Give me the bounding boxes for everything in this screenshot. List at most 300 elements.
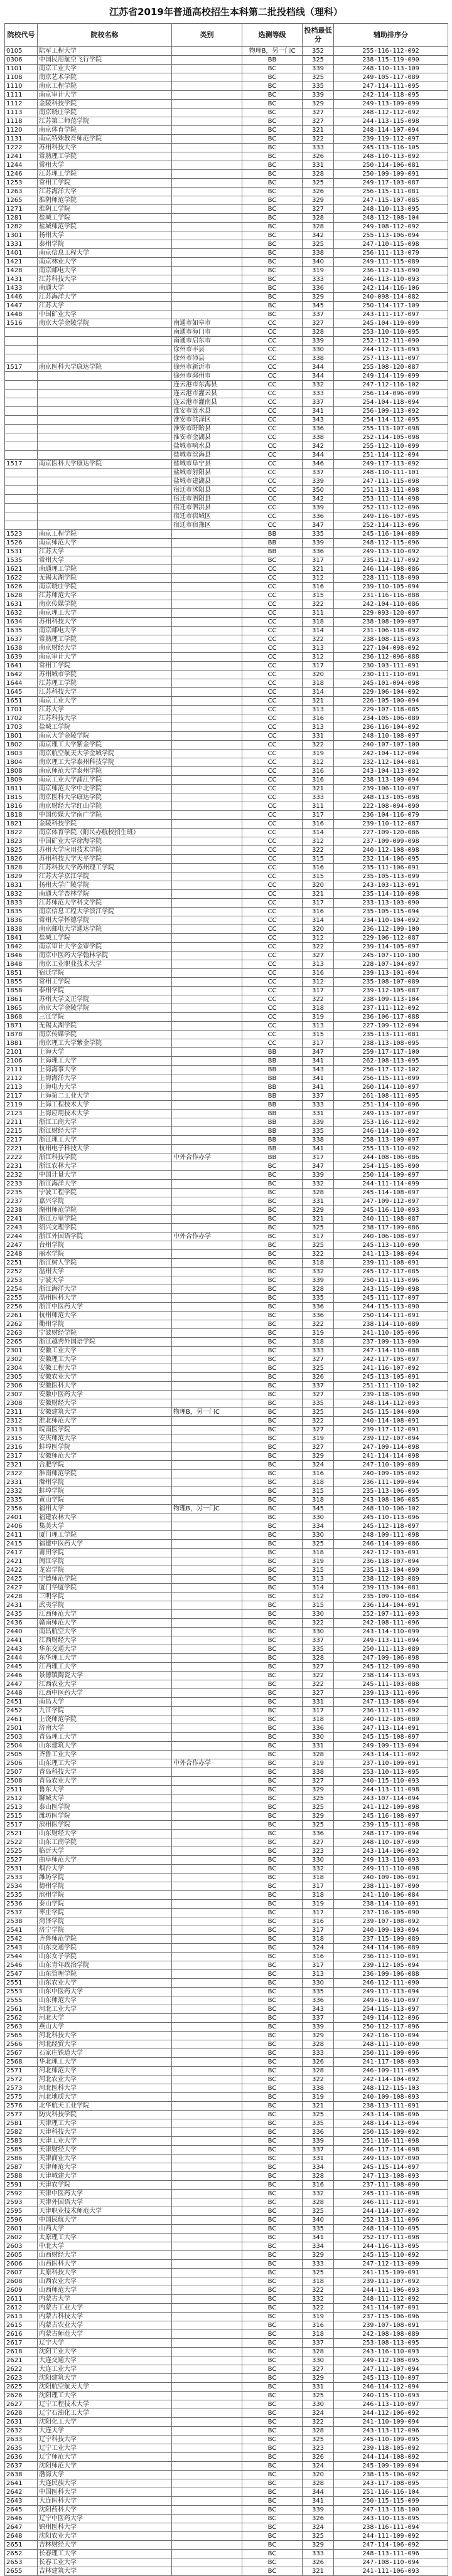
subject-grade: CC: [242, 363, 303, 372]
school-name: 华东交通大学: [38, 1645, 172, 1654]
rank-score: 235-111-106-091: [334, 864, 448, 872]
school-name: [38, 346, 172, 354]
subject-grade: BC: [242, 1680, 303, 1689]
table-row: [5, 1110, 448, 1118]
min-score: 313: [303, 644, 334, 653]
table-row: [5, 1584, 448, 1593]
table-row: [5, 1153, 448, 1162]
min-score: 322: [303, 995, 334, 1004]
rank-score: 247-110-109-089: [334, 1461, 448, 1470]
rank-score: 251-113-111-098: [334, 486, 448, 495]
table-row: [5, 556, 448, 565]
school-name: 常州大学: [38, 556, 172, 565]
min-score: 332: [303, 1865, 334, 1874]
category: [172, 1496, 242, 1505]
subject-grade: BC: [242, 2313, 303, 2321]
category: [172, 1645, 242, 1654]
rank-score: 238-113-111-091: [334, 2102, 448, 2111]
school-name: [38, 407, 172, 416]
rank-score: 250-115-109-092: [334, 2128, 448, 2137]
school-name: 辽宁石油化工大学: [38, 2409, 172, 2418]
subject-grade: CC: [242, 477, 303, 486]
subject-grade: BC: [242, 2558, 303, 2567]
school-code: 2435: [5, 1610, 38, 1619]
category: [172, 1048, 242, 1057]
school-code: 2447: [5, 1680, 38, 1689]
category: [172, 688, 242, 697]
subject-grade: BC: [242, 1522, 303, 1531]
school-name: 江苏大学: [38, 548, 172, 556]
school-name: 吉林建筑大学: [38, 2567, 172, 2576]
school-code: [5, 433, 38, 442]
school-code: 1858: [5, 987, 38, 995]
school-name: 淮北师范大学: [38, 1417, 172, 1426]
category: [172, 2119, 242, 2128]
category: [172, 2471, 242, 2479]
table-row: [5, 679, 448, 688]
school-name: 浙江中医药大学: [38, 1303, 172, 1312]
subject-grade: CC: [242, 328, 303, 337]
table-row: [5, 196, 448, 205]
school-code: 2106: [5, 1057, 38, 1066]
min-score: 339: [303, 1171, 334, 1180]
school-name: 大连医科大学: [38, 2497, 172, 2506]
school-code: 2452: [5, 1707, 38, 1715]
rank-score: 245-114-108-097: [334, 1189, 448, 1197]
school-name: 锦州医科大学: [38, 2523, 172, 2532]
school-name: 中国民航大学: [38, 2216, 172, 2225]
school-code: 2444: [5, 1654, 38, 1663]
school-code: 1516: [5, 319, 38, 328]
min-score: 313: [303, 706, 334, 714]
table-row: [5, 1092, 448, 1101]
rank-score: 240-109-106-091: [334, 1874, 448, 1882]
subject-grade: CC: [242, 398, 303, 407]
rank-score: 246-111-112-091: [334, 2198, 448, 2207]
rank-score: 249-105-117-089: [334, 73, 448, 82]
min-score: 317: [303, 1232, 334, 1241]
min-score: 327: [303, 1838, 334, 1847]
subject-grade: BB: [242, 1066, 303, 1074]
min-score: 320: [303, 881, 334, 890]
subject-grade: CC: [242, 829, 303, 837]
school-name: 南通大学: [38, 284, 172, 293]
table-row: [5, 908, 448, 916]
school-name: 大连工业大学: [38, 2365, 172, 2374]
subject-grade: BC: [242, 1742, 303, 1751]
school-code: 1815: [5, 793, 38, 802]
subject-grade: BC: [242, 1610, 303, 1619]
min-score: 328: [303, 328, 334, 337]
school-name: [38, 504, 172, 512]
school-code: 1265: [5, 196, 38, 205]
school-name: 莆田学院: [38, 1549, 172, 1557]
rank-score: 244-112-113-093: [334, 346, 448, 354]
school-code: 2611: [5, 2295, 38, 2304]
table-row: [5, 872, 448, 881]
rank-score: 249-113-107-090: [334, 2155, 448, 2163]
school-code: 1825: [5, 846, 38, 855]
rank-score: 236-114-104-091: [334, 1601, 448, 1610]
table-row: [5, 1443, 448, 1452]
table-row: [5, 328, 448, 337]
table-row: [5, 609, 448, 618]
table-row: [5, 486, 448, 495]
table-row: [5, 1944, 448, 1953]
subject-grade: BC: [242, 65, 303, 73]
school-name: 福建中医药大学: [38, 1540, 172, 1549]
rank-score: 241-115-109-091: [334, 2269, 448, 2277]
rank-score: 242-108-108-089: [334, 2330, 448, 2339]
subject-grade: CC: [242, 723, 303, 732]
rank-score: 236-109-106-088: [334, 1970, 448, 1979]
school-name: 南京审计大学: [38, 653, 172, 662]
school-name: 扬州大学: [38, 231, 172, 240]
table-row: [5, 1303, 448, 1312]
rank-score: 244-111-106-093: [334, 2286, 448, 2295]
category: [172, 1162, 242, 1171]
school-code: 2546: [5, 1961, 38, 1970]
category: [172, 2339, 242, 2348]
category: [172, 565, 242, 574]
school-code: 2535: [5, 1891, 38, 1900]
subject-grade: BC: [242, 1259, 303, 1268]
school-code: 2544: [5, 1953, 38, 1961]
subject-grade: BC: [242, 2260, 303, 2269]
table-row: [5, 2471, 448, 2479]
min-score: 341: [303, 1057, 334, 1066]
school-code: 1829: [5, 872, 38, 881]
rank-score: 243-116-110-093: [334, 2348, 448, 2356]
table-row: [5, 2137, 448, 2146]
school-name: 山东女子学院: [38, 1953, 172, 1961]
category: 物理B，另一门C: [172, 1505, 242, 1513]
category: [172, 1189, 242, 1197]
category: [172, 2207, 242, 2216]
rank-score: 252-114-113-096: [334, 521, 448, 530]
subject-grade: BC: [242, 293, 303, 302]
category: [172, 56, 242, 65]
min-score: 346: [303, 460, 334, 469]
subject-grade: CC: [242, 565, 303, 574]
school-name: 山东农业大学: [38, 1979, 172, 1988]
school-code: [5, 504, 38, 512]
school-name: 浙江树人学院: [38, 1259, 172, 1268]
table-row: [5, 688, 448, 697]
min-score: 322: [303, 2075, 334, 2084]
category: [172, 1013, 242, 1022]
school-name: 南京林业大学: [38, 258, 172, 267]
school-name: 常州工学院: [38, 662, 172, 671]
category: [172, 618, 242, 627]
rank-score: 227-104-098-092: [334, 644, 448, 653]
subject-grade: BC: [242, 1698, 303, 1707]
rank-score: 246-114-112-094: [334, 2383, 448, 2392]
rank-score: 248-110-111-101: [334, 469, 448, 477]
category: [172, 1935, 242, 1944]
category: [172, 1461, 242, 1470]
category: [172, 2234, 242, 2242]
school-code: 2512: [5, 1794, 38, 1803]
category: [172, 732, 242, 741]
rank-score: 239-112-105-094: [334, 1961, 448, 1970]
category: [172, 908, 242, 916]
min-score: 314: [303, 916, 334, 925]
category: [172, 1452, 242, 1461]
rank-score: 253-108-113-095: [334, 2339, 448, 2348]
category: [172, 881, 242, 890]
table-row: [5, 2032, 448, 2040]
category: 淮安市洪泽区: [172, 416, 242, 425]
table-row: [5, 469, 448, 477]
rank-score: 240-098-114-082: [334, 293, 448, 302]
rank-score: 238-113-109-094: [334, 776, 448, 785]
category: [172, 1285, 242, 1294]
subject-grade: BC: [242, 1768, 303, 1777]
school-code: 2315: [5, 1434, 38, 1443]
school-name: 安庆师范大学: [38, 1434, 172, 1443]
school-name: 江苏科技大学苏州理工学院: [38, 864, 172, 872]
rank-score: 254-104-118-094: [334, 398, 448, 407]
school-code: [5, 416, 38, 425]
school-code: 2623: [5, 2374, 38, 2383]
rank-score: 243-104-113-092: [334, 767, 448, 776]
rank-score: 260-114-110-097: [334, 1083, 448, 1092]
min-score: 327: [303, 1426, 334, 1434]
subject-grade: CC: [242, 969, 303, 978]
rank-score: 245-115-108-097: [334, 1733, 448, 1742]
school-name: 常州大学怀德学院: [38, 916, 172, 925]
subject-grade: BC: [242, 2462, 303, 2471]
min-score: 333: [303, 793, 334, 802]
school-code: 1108: [5, 73, 38, 82]
min-score: 325: [303, 2111, 334, 2119]
subject-grade: CC: [242, 1039, 303, 1048]
rank-score: 238-115-119-090: [334, 56, 448, 65]
school-code: 2445: [5, 1663, 38, 1672]
subject-grade: CC: [242, 995, 303, 1004]
category: [172, 1751, 242, 1759]
min-score: 339: [303, 2506, 334, 2515]
rank-score: 248-110-113-109: [334, 65, 448, 73]
subject-grade: BC: [242, 2242, 303, 2251]
min-score: 322: [303, 1417, 334, 1426]
table-row: [5, 1593, 448, 1601]
rank-score: 246-112-111-090: [334, 1979, 448, 1988]
school-code: 2356: [5, 1505, 38, 1513]
table-row: [5, 240, 448, 249]
school-name: 江西农业大学: [38, 1680, 172, 1689]
category: [172, 1663, 242, 1672]
min-score: 333: [303, 275, 334, 284]
school-code: 2123: [5, 1110, 38, 1118]
rank-score: 243-114-111-092: [334, 1751, 448, 1759]
rank-score: 243-114-106-092: [334, 1847, 448, 1856]
category: [172, 864, 242, 872]
subject-grade: CC: [242, 741, 303, 750]
subject-grade: BC: [242, 240, 303, 249]
rank-score: 244-115-113-090: [334, 1303, 448, 1312]
subject-grade: BC: [242, 2014, 303, 2023]
school-code: 2627: [5, 2400, 38, 2409]
min-score: 322: [303, 600, 334, 609]
rank-score: 236-118-107-094: [334, 1557, 448, 1566]
rank-score: 238-114-110-091: [334, 1900, 448, 1909]
rank-score: 242-104-110-086: [334, 600, 448, 609]
category: [172, 1593, 242, 1601]
table-row: [5, 170, 448, 179]
school-code: 1101: [5, 65, 38, 73]
category: [172, 249, 242, 258]
category: [172, 995, 242, 1004]
school-code: 1802: [5, 741, 38, 750]
school-code: 2537: [5, 1909, 38, 1917]
subject-grade: BB: [242, 1136, 303, 1145]
school-code: 2571: [5, 2067, 38, 2075]
table-row: [5, 2049, 448, 2058]
school-name: 蚌埠学院: [38, 1487, 172, 1496]
min-score: 329: [303, 100, 334, 109]
table-row: [5, 662, 448, 671]
table-row: [5, 2146, 448, 2155]
school-code: 2317: [5, 1452, 38, 1461]
subject-grade: BC: [242, 2383, 303, 2392]
category: [172, 152, 242, 161]
rank-score: 245-109-109-094: [334, 2462, 448, 2471]
rank-score: 245-104-119-099: [334, 319, 448, 328]
rank-score: 239-111-108-091: [334, 1259, 448, 1268]
subject-grade: BC: [242, 2067, 303, 2075]
category: [172, 2567, 242, 2576]
category: [172, 1575, 242, 1584]
subject-grade: BC: [242, 2146, 303, 2155]
school-code: 2538: [5, 1917, 38, 1926]
rank-score: 244-116-113-095: [334, 2242, 448, 2251]
subject-grade: BC: [242, 1162, 303, 1171]
subject-grade: CC: [242, 714, 303, 723]
school-code: 2652: [5, 2550, 38, 2558]
school-code: 2575: [5, 2093, 38, 2102]
category: 连云港市灌云县: [172, 390, 242, 398]
subject-grade: BC: [242, 2049, 303, 2058]
subject-grade: BC: [242, 1241, 303, 1250]
table-row: [5, 1074, 448, 1083]
school-code: 1447: [5, 302, 38, 310]
school-name: 天津理工大学: [38, 2119, 172, 2128]
rank-score: 243-114-108-096: [334, 2111, 448, 2119]
school-name: 江西中医药大学: [38, 1689, 172, 1698]
rank-score: 243-111-117-097: [334, 310, 448, 319]
school-name: 南京信息工程大学滨江学院: [38, 908, 172, 916]
school-code: 2233: [5, 1180, 38, 1189]
rank-score: 239-110-112-087: [334, 820, 448, 829]
school-code: 1835: [5, 908, 38, 916]
category: [172, 47, 242, 56]
category: [172, 899, 242, 908]
category: 南通市如皋市: [172, 319, 242, 328]
table-row: [5, 1794, 448, 1803]
school-code: 2119: [5, 1101, 38, 1110]
min-score: 312: [303, 1593, 334, 1601]
school-name: 中国矿业大学徐海学院: [38, 837, 172, 846]
table-row: [5, 1189, 448, 1197]
category: [172, 1513, 242, 1522]
min-score: 337: [303, 2014, 334, 2023]
rank-score: 229-106-112-087: [334, 934, 448, 943]
table-row: [5, 2242, 448, 2251]
table-row: [5, 1285, 448, 1294]
subject-grade: BC: [242, 1312, 303, 1320]
category: [172, 635, 242, 644]
min-score: 324: [303, 2409, 334, 2418]
min-score: 315: [303, 1487, 334, 1496]
rank-score: 248-110-108-097: [334, 732, 448, 741]
min-score: 334: [303, 1522, 334, 1531]
subject-grade: BC: [242, 1373, 303, 1382]
school-name: 南京大学金陵学院: [38, 732, 172, 741]
rank-score: 246-114-108-086: [334, 565, 448, 574]
rank-score: 242-104-112-094: [334, 750, 448, 758]
rank-score: 244-111-109-092: [334, 2532, 448, 2541]
min-score: 325: [303, 1803, 334, 1812]
school-code: 1631: [5, 600, 38, 609]
category: [172, 2260, 242, 2269]
table-row: [5, 1259, 448, 1268]
rank-score: 249-112-108-095: [334, 2356, 448, 2365]
rank-score: 236-111-111-092: [334, 1707, 448, 1715]
min-score: 321: [303, 697, 334, 706]
school-code: 2638: [5, 2471, 38, 2479]
subject-grade: BC: [242, 284, 303, 293]
school-name: 安徽工程大学: [38, 1364, 172, 1373]
school-name: [38, 416, 172, 425]
min-score: 328: [303, 2198, 334, 2207]
school-code: 1263: [5, 188, 38, 196]
table-row: [5, 1882, 448, 1891]
category: [172, 785, 242, 793]
subject-grade: CC: [242, 442, 303, 451]
school-name: 江苏科技大学: [38, 275, 172, 284]
category: 淮安市涟水县: [172, 407, 242, 416]
rank-score: 241-114-107-091: [334, 2304, 448, 2313]
table-row: [5, 100, 448, 109]
min-score: 312: [303, 978, 334, 987]
table-row: [5, 1391, 448, 1399]
rank-score: 227-109-112-094: [334, 1022, 448, 1031]
table-row: [5, 951, 448, 960]
rank-score: 240-115-110-093: [334, 2392, 448, 2400]
table-row: [5, 741, 448, 750]
subject-grade: BC: [242, 2453, 303, 2462]
table-row: [5, 407, 448, 416]
category: [172, 1707, 242, 1715]
table-row: [5, 1408, 448, 1417]
subject-grade: BC: [242, 1434, 303, 1443]
min-score: 316: [303, 1470, 334, 1478]
school-code: 1241: [5, 152, 38, 161]
rank-score: 255-108-120-087: [334, 363, 448, 372]
rank-score: 242-114-104-092: [334, 2075, 448, 2084]
school-name: 上海第二工业大学: [38, 1092, 172, 1101]
rank-score: 238-112-103-089: [334, 1575, 448, 1584]
subject-grade: CC: [242, 785, 303, 793]
subject-grade: BC: [242, 2277, 303, 2286]
school-code: 2601: [5, 2225, 38, 2234]
rank-score: 240-114-108-091: [334, 1417, 448, 1426]
min-score: 322: [303, 635, 334, 644]
category: [172, 987, 242, 995]
school-code: 2592: [5, 2190, 38, 2198]
